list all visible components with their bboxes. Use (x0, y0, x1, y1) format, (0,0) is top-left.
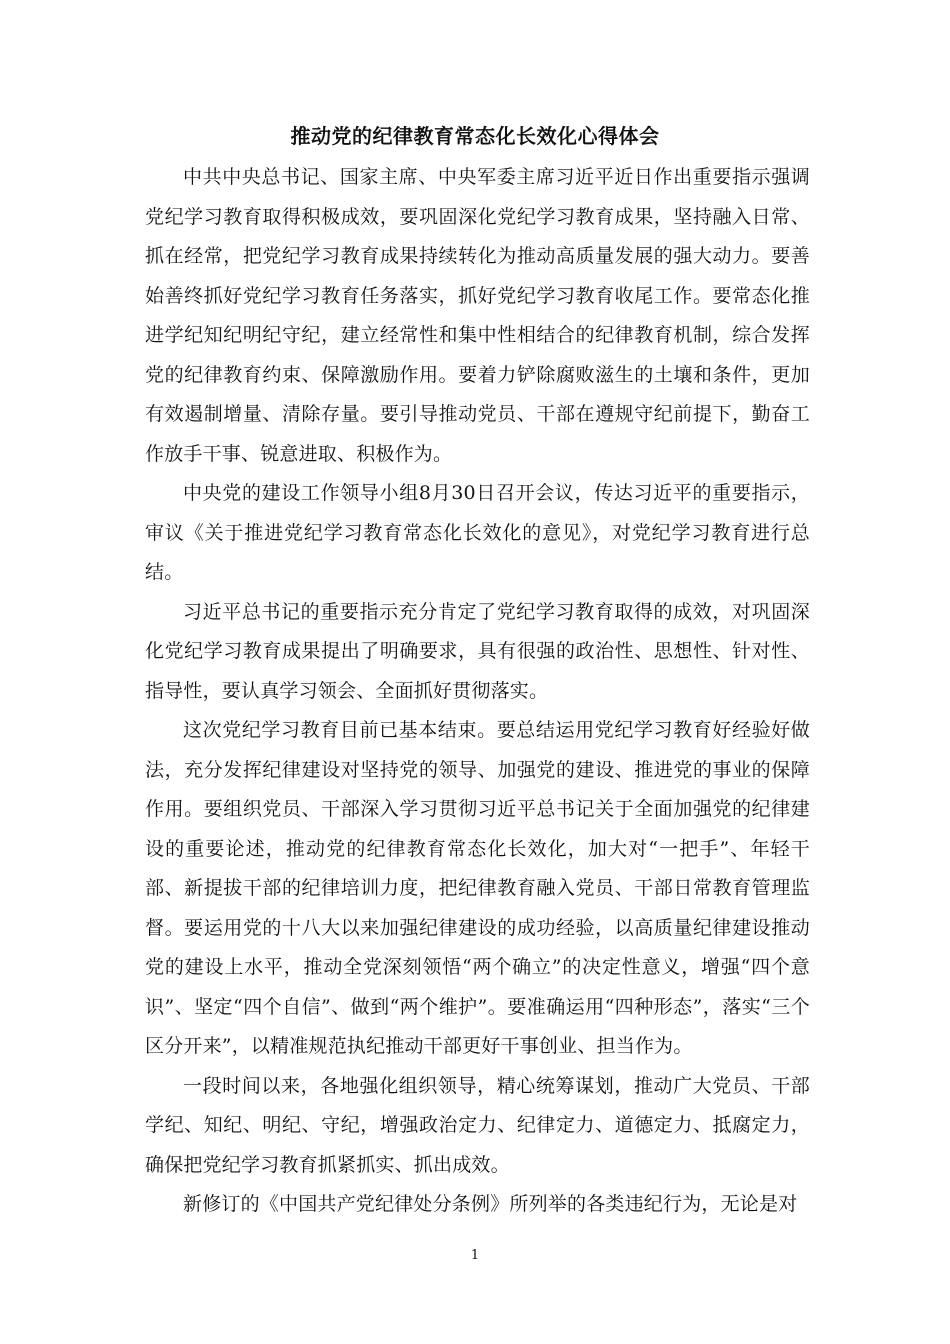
paragraph-2: 中央党的建设工作领导小组8月30日召开会议，传达习近平的重要指示，审议《关于推进党纪学习教育常态化长效化的意见》，对党纪学习教育进行总结。 (145, 482, 810, 583)
document-body (145, 158, 810, 1225)
paragraph-1: 中共中央总书记、国家主席、中央军委主席习近平近日作出重要指示强调党纪学习教育取得积极成效，要巩固深化党纪学习教育成果，坚持融入日常、抓在经常，把党纪学习教育成果持续转化为推动高质量发展的强大动力。要善始善终抓好党纪学习教育任务落实，抓好党纪学习教育收尾工作。要常态化推进学纪知纪明纪守纪，建立经常性和集中性相结合的纪律教育机制，综合发挥党的纪律教育约束、保障激励作用。要着力铲除腐败滋生的土壤和条件，更加有效遏制增量、清除存量。要引导推动党员、干部在遵规守纪前提下，勤奋工作放手干事、锐意进取、积极作为。 (145, 166, 810, 465)
paragraph-6: 新修订的《中国共产党纪律处分条例》所列举的各类违纪行为，无论是对 (183, 1193, 798, 1215)
paragraph-5: 一段时间以来，各地强化组织领导，精心统筹谋划，推动广大党员、干部学纪、知纪、明纪、守纪，增强政治定力、纪律定力、道德定力、抵腐定力，确保把党纪学习教育抓紧抓实、抓出成效。 (145, 1074, 810, 1176)
document-title: 推动党的纪律教育常态化长效化心得体会 (290, 124, 660, 148)
paragraph-4: 这次党纪学习教育目前已基本结束。要总结运用党纪学习教育好经验好做法，充分发挥纪律建设对坚持党的领导、加强党的建设、推进党的事业的保障作用。要组织党员、干部深入学习贯彻习近平总书记关于全面加强党的纪律建设的重要论述，推动党的纪律教育常态化长效化，加大对“一把手”、年轻干部、新提拔干部的纪律培训力度，把纪律教育融入党员、干部日常教育管理监督。要运用党的十八大以来加强纪律建设的成功经验，以高质量纪律建设推动党的建设上水平，推动全党深刻领悟“两个确立”的决定性意义，增强“四个意识”、坚定“四个自信”、做到“两个维护”。要准确运用“四种形态”，落实“三个区分开来”，以精准规范执纪推动干部更好干事创业、担当作为。 (145, 719, 810, 1057)
paragraph-3: 习近平总书记的重要指示充分肯定了党纪学习教育取得的成效，对巩固深化党纪学习教育成果提出了明确要求，具有很强的政治性、思想性、针对性、指导性，要认真学习领会、全面抓好贯彻落实。 (145, 600, 810, 702)
page-number: 1 (470, 1248, 480, 1263)
